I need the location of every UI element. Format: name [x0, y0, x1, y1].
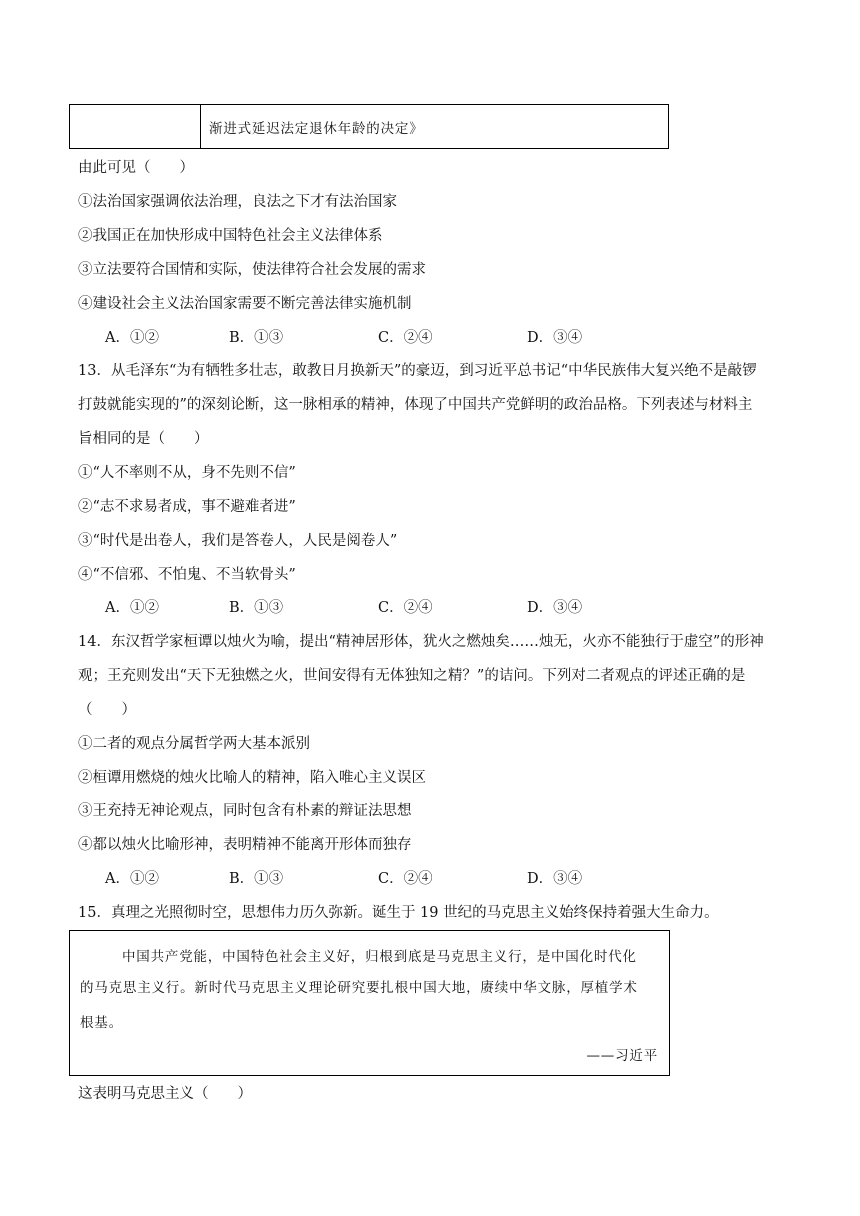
q14-stem-line-1: 14．东汉哲学家桓谭以烛火为喻，提出“精神居形体，犹火之燃烛矣……烛无，火亦不能独行于虚空”的形神 — [78, 634, 764, 650]
q14-stem-line-3: （ ） — [78, 702, 136, 718]
q14-statement-1: ①二者的观点分属哲学两大基本派别 — [78, 736, 310, 752]
quote-line-2: 的马克思主义行。新时代马克思主义理论研究要扎根中国大地，赓续中华文脉，厚植学术 — [80, 980, 638, 996]
q12-option-d[interactable]: D．③④ — [527, 330, 583, 346]
top-table — [69, 104, 669, 149]
table-cell-text: 渐进式延迟法定退休年龄的决定》 — [209, 121, 424, 137]
q12-option-a[interactable]: A．①② — [105, 330, 159, 346]
q13-statement-1: ①“人不率则不从，身不先则不信” — [78, 465, 296, 481]
q13-stem-line-1: 13．从毛泽东“为有牺牲多壮志，敢教日月换新天”的豪迈，到习近平总书记“中华民族伟大复兴绝不是敲锣 — [78, 363, 757, 379]
q15-question: 这表明马克思主义（ ） — [78, 1086, 252, 1102]
quote-author: ——习近平 — [586, 1048, 658, 1064]
q13-statement-4: ④“不信邪、不怕鬼、不当软骨头” — [78, 567, 296, 583]
q13-option-d[interactable]: D．③④ — [527, 600, 583, 616]
q15-quote-box — [69, 930, 670, 1076]
q12-stem: 由此可见（ ） — [78, 160, 194, 176]
q13-statement-2: ②“志不求易者成，事不避难者进” — [78, 499, 296, 515]
q15-stem: 15．真理之光照彻时空，思想伟力历久弥新。诞生于 19 世纪的马克思主义始终保持着强大生命力。 — [78, 905, 719, 921]
q12-statement-1: ①法治国家强调依法治理，良法之下才有法治国家 — [78, 194, 397, 210]
q12-statement-4: ④建设社会主义法治国家需要不断完善法律实施机制 — [78, 296, 412, 312]
q14-option-b[interactable]: B．①③ — [229, 871, 284, 887]
q13-statement-3: ③“时代是出卷人，我们是答卷人，人民是阅卷人” — [78, 533, 398, 549]
q13-stem-line-2: 打鼓就能实现的”的深刻论断，这一脉相承的精神，体现了中国共产党鲜明的政治品格。下列表述与材料主 — [78, 397, 753, 413]
quote-line-1: 中国共产党能，中国特色社会主义好，归根到底是马克思主义行，是中国化时代化 — [122, 949, 637, 965]
table-divider — [200, 105, 201, 148]
q12-option-c[interactable]: C．②④ — [378, 330, 433, 346]
q13-option-a[interactable]: A．①② — [105, 600, 159, 616]
q14-statement-3: ③王充持无神论观点，同时包含有朴素的辩证法思想 — [78, 803, 412, 819]
q14-statement-2: ②桓谭用燃烧的烛火比喻人的精神，陷入唯心主义误区 — [78, 770, 426, 786]
q14-option-a[interactable]: A．①② — [105, 871, 159, 887]
q14-statement-4: ④都以烛火比喻形神，表明精神不能离开形体而独存 — [78, 837, 412, 853]
q13-stem-line-3: 旨相同的是（ ） — [78, 431, 209, 447]
quote-line-3: 根基。 — [80, 1015, 123, 1031]
q12-statement-2: ②我国正在加快形成中国特色社会主义法律体系 — [78, 228, 383, 244]
q14-stem-line-2: 观；王充则发出“天下无独燃之火，世间安得有无体独知之精？”的诘问。下列对二者观点的评述正确的是 — [78, 668, 746, 684]
q14-option-d[interactable]: D．③④ — [527, 871, 583, 887]
q14-option-c[interactable]: C．②④ — [378, 871, 433, 887]
q13-option-b[interactable]: B．①③ — [229, 600, 284, 616]
q12-option-b[interactable]: B．①③ — [229, 330, 284, 346]
q13-option-c[interactable]: C．②④ — [378, 600, 433, 616]
q12-statement-3: ③立法要符合国情和实际，使法律符合社会发展的需求 — [78, 262, 426, 278]
